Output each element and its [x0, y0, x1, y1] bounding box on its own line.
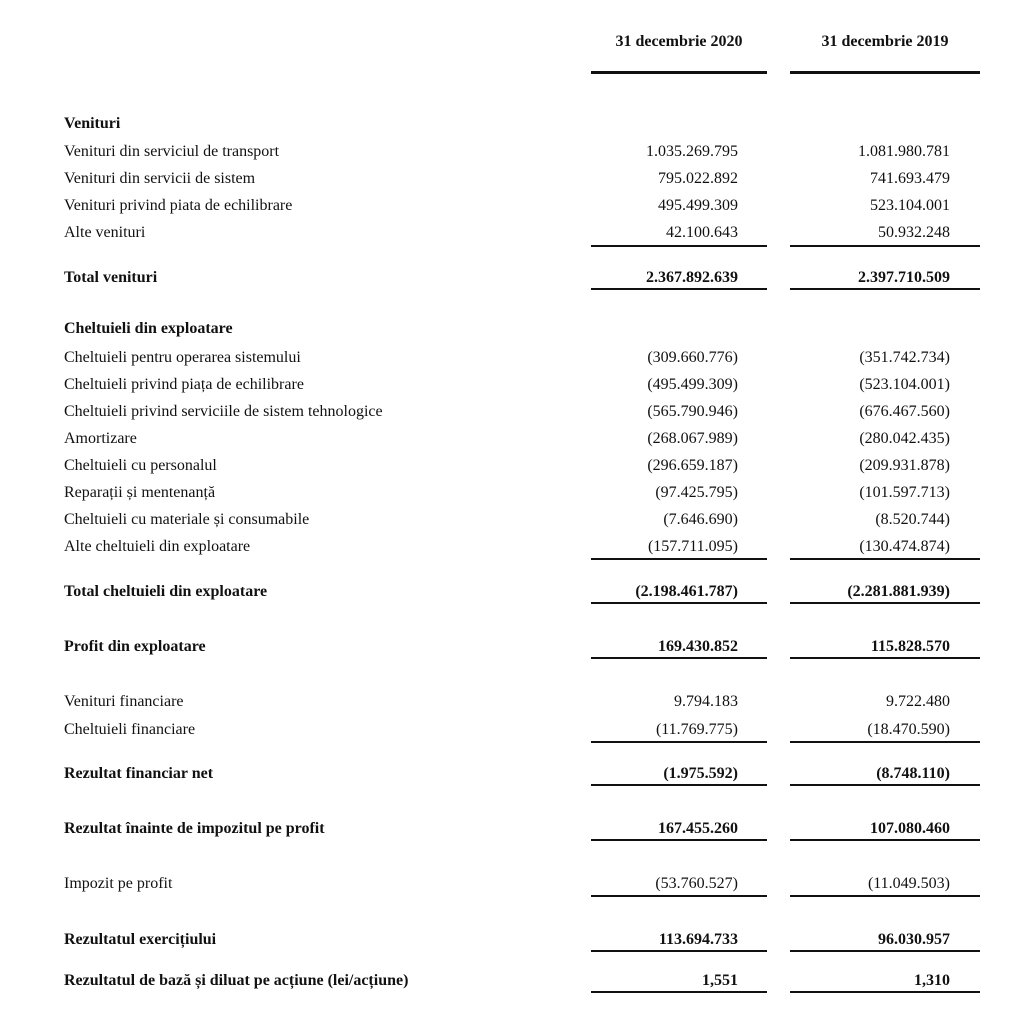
value-2019: (676.467.560)	[859, 403, 950, 420]
value-2020: (2.198.461.787)	[635, 583, 738, 600]
value-2019: 523.104.001	[870, 197, 950, 214]
value-2020: (1.975.592)	[663, 765, 738, 782]
row-label: Venituri privind piata de echilibrare	[64, 197, 293, 214]
subtotal-rule	[591, 741, 767, 743]
total-row-rezultat-financiar	[0, 763, 1024, 785]
value-2019: 1.081.980.781	[858, 143, 950, 160]
row-label: Cheltuieli financiare	[64, 721, 196, 738]
value-2020: 9.794.183	[674, 693, 738, 710]
row-label: Amortizare	[64, 430, 137, 447]
value-2020: (296.659.187)	[647, 457, 738, 474]
row-label: Venituri	[64, 115, 121, 132]
value-2020: (495.499.309)	[647, 376, 738, 393]
value-2019: (2.281.881.939)	[847, 583, 950, 600]
total-rule	[591, 950, 767, 952]
column-header-2020: 31 decembrie 2020	[615, 33, 743, 50]
row-label: Rezultatul exercițiului	[64, 931, 217, 948]
total-rule	[790, 950, 980, 952]
value-2020: 1.035.269.795	[646, 143, 738, 160]
table-row	[0, 428, 1024, 450]
value-2019: 50.932.248	[878, 224, 950, 241]
total-row-rezultat-inainte-impozit	[0, 818, 1024, 840]
total-rule	[790, 657, 980, 659]
value-2020: 167.455.260	[658, 820, 738, 837]
value-2020: (53.760.527)	[655, 875, 738, 892]
table-row	[0, 536, 1024, 558]
table-row	[0, 482, 1024, 504]
value-2020: 795.022.892	[658, 170, 738, 187]
table-row	[0, 509, 1024, 531]
subtotal-rule	[790, 558, 980, 560]
table-row	[0, 347, 1024, 369]
value-2019: (130.474.874)	[859, 538, 950, 555]
row-label: Cheltuieli din exploatare	[64, 320, 233, 337]
value-2019: 107.080.460	[870, 820, 950, 837]
section-heading-cheltuieli	[0, 318, 1024, 340]
value-2019: 2.397.710.509	[858, 269, 950, 286]
total-rule	[790, 784, 980, 786]
value-2019: (8.748.110)	[876, 765, 950, 782]
value-2020: (157.711.095)	[647, 538, 738, 555]
total-row-cheltuieli	[0, 581, 1024, 603]
subtotal-rule	[790, 245, 980, 247]
row-label: Venituri din servicii de sistem	[64, 170, 256, 187]
subtotal-rule	[591, 895, 767, 897]
section-heading-venituri	[0, 113, 1024, 135]
total-rule	[790, 602, 980, 604]
value-2019: (280.042.435)	[859, 430, 950, 447]
value-2020: 42.100.643	[666, 224, 738, 241]
row-label: Total cheltuieli din exploatare	[64, 583, 268, 600]
table-row	[0, 141, 1024, 163]
table-row	[0, 374, 1024, 396]
row-label: Impozit pe profit	[64, 875, 173, 892]
row-label: Cheltuieli cu materiale și consumabile	[64, 511, 310, 528]
value-2019: (18.470.590)	[867, 721, 950, 738]
total-row-rezultatul-exercitiului	[0, 929, 1024, 951]
header-rule-2019	[790, 71, 980, 74]
row-label: Cheltuieli cu personalul	[64, 457, 217, 474]
table-row	[0, 873, 1024, 895]
value-2020: 113.694.733	[658, 931, 738, 948]
value-2019: 741.693.479	[870, 170, 950, 187]
value-2020: 169.430.852	[658, 638, 738, 655]
total-rule	[591, 839, 767, 841]
total-rule	[591, 657, 767, 659]
subtotal-rule	[790, 741, 980, 743]
row-label: Rezultat financiar net	[64, 765, 214, 782]
total-rule	[591, 602, 767, 604]
total-row-rezultat-pe-actiune	[0, 970, 1024, 992]
value-2020: (97.425.795)	[655, 484, 738, 501]
value-2019: 115.828.570	[870, 638, 950, 655]
column-header-2019: 31 decembrie 2019	[821, 33, 949, 50]
row-label: Rezultat înainte de impozitul pe profit	[64, 820, 325, 837]
value-2019: 1,310	[914, 972, 950, 989]
total-rule	[790, 991, 980, 993]
total-rule	[790, 839, 980, 841]
table-row	[0, 719, 1024, 741]
row-label: Rezultatul de bază și diluat pe acțiune (lei/acțiune)	[64, 972, 409, 989]
subtotal-rule	[591, 558, 767, 560]
row-label: Venituri din serviciul de transport	[64, 143, 280, 160]
value-2019: (11.049.503)	[867, 875, 950, 892]
value-2019: (209.931.878)	[859, 457, 950, 474]
value-2019: (523.104.001)	[859, 376, 950, 393]
row-label: Venituri financiare	[64, 693, 184, 710]
row-label: Alte cheltuieli din exploatare	[64, 538, 251, 555]
value-2020: (11.769.775)	[655, 721, 738, 738]
row-label: Profit din exploatare	[64, 638, 206, 655]
table-row	[0, 401, 1024, 423]
value-2019: 9.722.480	[886, 693, 950, 710]
total-rule	[591, 288, 767, 290]
value-2019: (351.742.734)	[859, 349, 950, 366]
row-label: Alte venituri	[64, 224, 146, 241]
header-rule-2020	[591, 71, 767, 74]
value-2019: 96.030.957	[878, 931, 950, 948]
subtotal-rule	[591, 245, 767, 247]
row-label: Cheltuieli pentru operarea sistemului	[64, 349, 301, 366]
total-rule	[591, 784, 767, 786]
table-row	[0, 222, 1024, 244]
table-row	[0, 195, 1024, 217]
value-2019: (101.597.713)	[859, 484, 950, 501]
table-row	[0, 691, 1024, 713]
row-label: Reparații și mentenanță	[64, 484, 216, 501]
value-2019: (8.520.744)	[875, 511, 950, 528]
value-2020: (565.790.946)	[647, 403, 738, 420]
total-rule	[591, 991, 767, 993]
value-2020: 495.499.309	[658, 197, 738, 214]
value-2020: (268.067.989)	[647, 430, 738, 447]
table-row	[0, 455, 1024, 477]
value-2020: (309.660.776)	[647, 349, 738, 366]
row-label: Cheltuieli privind serviciile de sistem tehnologice	[64, 403, 383, 420]
total-row-profit	[0, 636, 1024, 658]
total-rule	[790, 288, 980, 290]
row-label: Cheltuieli privind piața de echilibrare	[64, 376, 304, 393]
value-2020: 2.367.892.639	[646, 269, 738, 286]
value-2020: (7.646.690)	[663, 511, 738, 528]
row-label: Total venituri	[64, 269, 158, 286]
total-row-venituri	[0, 267, 1024, 289]
subtotal-rule	[790, 895, 980, 897]
table-row	[0, 168, 1024, 190]
value-2020: 1,551	[702, 972, 738, 989]
